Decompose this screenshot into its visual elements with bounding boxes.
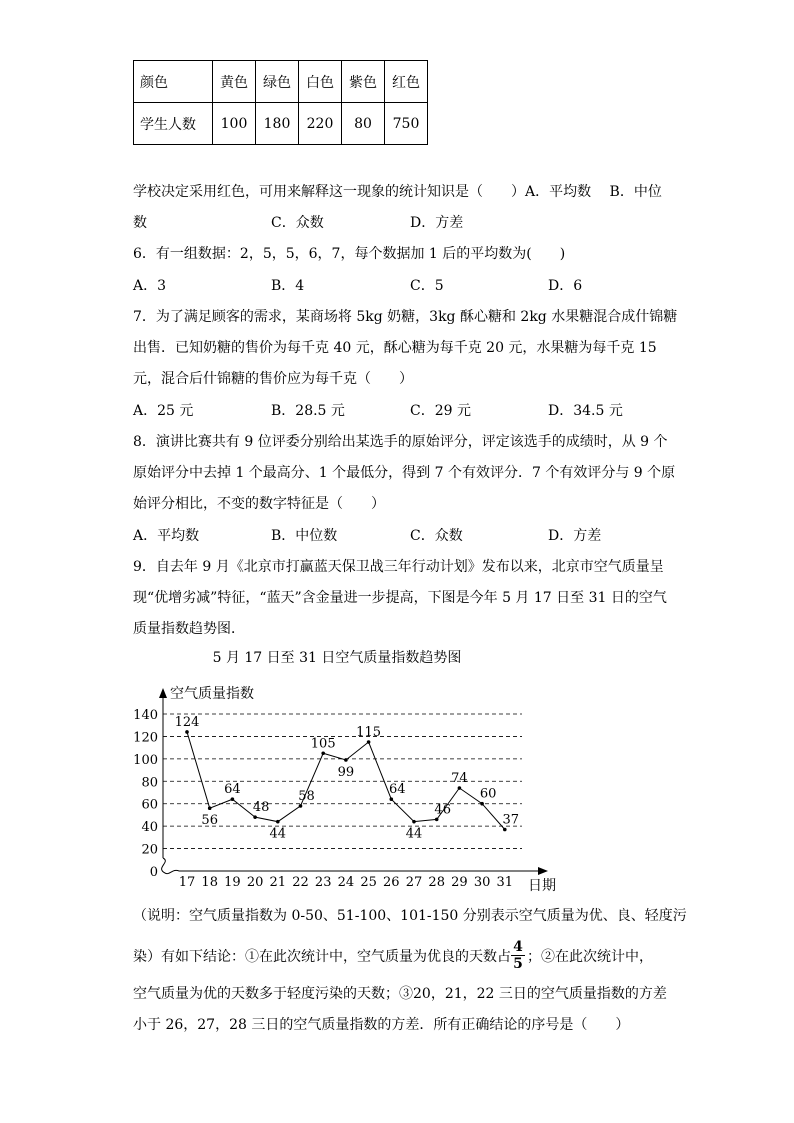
- data-label: 60: [479, 786, 497, 802]
- x-tick-label: 29: [451, 875, 468, 890]
- table-cell: 紫色: [342, 61, 385, 103]
- q9-note-line2b: ；②在此次统计中，: [527, 949, 653, 965]
- data-label: 64: [389, 782, 406, 798]
- x-tick-label: 23: [314, 875, 332, 890]
- data-point: [458, 786, 462, 790]
- table-cell: 220: [299, 103, 342, 145]
- data-label: 44: [405, 826, 423, 842]
- q7-option-b: B．28.5 元: [271, 403, 345, 419]
- y-tick-label: 20: [141, 842, 158, 858]
- data-point: [208, 806, 212, 810]
- data-label: 105: [310, 736, 336, 752]
- q8-option-d: D．方差: [548, 528, 602, 544]
- data-point: [480, 802, 484, 806]
- x-tick-label: 22: [292, 875, 309, 890]
- data-point: [390, 797, 394, 801]
- x-tick-label: 20: [246, 875, 264, 890]
- fraction-numerator: 4: [513, 939, 523, 955]
- table-cell: 白色: [299, 61, 342, 103]
- x-tick-label: 25: [360, 875, 377, 890]
- table-cell: 学生人数: [134, 103, 213, 145]
- data-point: [276, 820, 280, 824]
- q7-line2: 出售．已知奶糖的售价为每千克 40 元，酥心糖为每千克 20 元，水果糖为每千克 15: [133, 340, 657, 356]
- table-cell: 80: [342, 103, 385, 145]
- q5-option-c: C．众数: [271, 215, 324, 231]
- x-tick-label: 26: [383, 875, 400, 890]
- q7-option-d: D．34.5 元: [548, 403, 623, 419]
- x-axis-arrow: [538, 867, 548, 875]
- q8-option-c: C．众数: [410, 528, 463, 544]
- data-point: [253, 815, 257, 819]
- x-tick-label: 19: [224, 875, 241, 890]
- q7-option-c: C．29 元: [410, 403, 471, 419]
- q6-text: 6．有一组数据：2，5，5，6，7，每个数据加 1 后的平均数为( ): [133, 246, 566, 262]
- table-cell: 750: [385, 103, 428, 145]
- data-point: [231, 797, 235, 801]
- table-cell: 黄色: [213, 61, 256, 103]
- y-axis-arrow: [159, 688, 167, 698]
- q8-line3: 始评分相比，不变的数字特征是（ ）: [133, 496, 385, 512]
- data-point: [185, 730, 189, 734]
- q9-note-line4: 小于 26，27，28 三日的空气质量指数的方差．所有正确结论的序号是（ ）: [133, 1017, 630, 1033]
- q7-line3: 元，混合后什锦糖的售价应为每千克（ ）: [133, 371, 413, 387]
- q8-line2: 原始评分中去掉 1 个最高分、1 个最低分，得到 7 个有效评分．7 个有效评分与 9 个原: [133, 465, 676, 481]
- data-point: [299, 804, 303, 808]
- q9-note-line2a: 染）有如下结论：①在此次统计中，空气质量为优良的天数占: [133, 949, 511, 965]
- q6-option-a: A．3: [133, 278, 167, 294]
- q9-line3: 质量指数趋势图．: [133, 621, 245, 637]
- chart-title: 5 月 17 日至 31 日空气质量指数趋势图: [212, 650, 462, 666]
- data-label: 44: [269, 826, 287, 842]
- data-label: 115: [356, 725, 382, 741]
- q8-option-a: A．平均数: [133, 528, 200, 544]
- table-cell: 红色: [385, 61, 428, 103]
- data-label: 74: [451, 771, 468, 787]
- data-label: 124: [174, 714, 200, 730]
- q6-option-b: B．4: [271, 278, 305, 294]
- y-tick-label: 0: [149, 865, 158, 880]
- y-tick-label: 140: [133, 708, 158, 723]
- q9-line1: 9．自去年 9 月《北京市打赢蓝天保卫战三年行动计划》发布以来，北京市空气质量呈: [133, 559, 664, 575]
- q5-text-line2: 数: [133, 215, 147, 231]
- x-tick-label: 27: [405, 875, 423, 890]
- q6-option-c: C．5: [410, 278, 444, 294]
- table-cell: 100: [213, 103, 256, 145]
- data-point: [367, 740, 371, 744]
- data-label: 58: [298, 788, 315, 804]
- data-point: [503, 828, 507, 832]
- q7-option-a: A．25 元: [133, 403, 194, 419]
- data-label: 99: [337, 764, 355, 780]
- x-tick-label: 24: [337, 875, 355, 890]
- data-point: [344, 758, 348, 762]
- data-label: 56: [201, 813, 218, 829]
- x-tick-label: 31: [496, 875, 514, 890]
- y-axis-label: 空气质量指数: [170, 686, 254, 702]
- y-tick-label: 60: [141, 797, 158, 813]
- y-tick-label: 80: [141, 775, 158, 791]
- q7-line1: 7．为了满足顾客的需求，某商场将 5kg 奶糖，3kg 酥心糖和 2kg 水果糖混合成什锦糖: [133, 309, 678, 325]
- data-point: [435, 818, 439, 822]
- q9-line2: 现“优增劣减”特征，“蓝天”含金量进一步提高，下图是今年 5 月 17 日至 31 日的空气: [133, 590, 667, 606]
- x-tick-label: 28: [428, 875, 445, 890]
- table-cell: 颜色: [134, 61, 213, 103]
- x-tick-label: 18: [201, 875, 218, 890]
- fraction-four-fifths: [511, 940, 525, 971]
- q5-text-line1: 学校决定采用红色，可用来解释这一现象的统计知识是（ ）A．平均数 B．中位: [133, 184, 662, 200]
- q8-line1: 8．演讲比赛共有 9 位评委分别给出某选手的原始评分，评定该选手的成绩时，从 9 个: [133, 434, 668, 450]
- x-tick-label: 30: [473, 875, 491, 890]
- data-label: 48: [252, 800, 270, 816]
- y-tick-label: 120: [133, 730, 158, 746]
- axis-break-mark: [162, 858, 179, 874]
- q6-option-d: D．6: [548, 278, 583, 294]
- data-label: 37: [502, 812, 520, 828]
- data-point: [321, 751, 325, 755]
- table-cell: 绿色: [256, 61, 299, 103]
- y-tick-label: 100: [133, 752, 158, 768]
- q8-option-b: B．中位数: [271, 528, 338, 544]
- data-label: 64: [224, 782, 241, 798]
- data-point: [412, 820, 416, 824]
- x-tick-label: 21: [269, 875, 287, 890]
- x-tick-label: 17: [178, 875, 196, 890]
- q9-note-line3: 空气质量为优的天数多于轻度污染的天数；③20，21，22 三日的空气质量指数的方差: [133, 986, 667, 1002]
- table-cell: 180: [256, 103, 299, 145]
- q9-note-line1: （说明：空气质量指数为 0-50、51-100、101-150 分别表示空气质量为优、良、轻度污: [133, 908, 687, 924]
- x-axis-label: 日期: [528, 878, 556, 894]
- data-label: 46: [434, 802, 451, 818]
- q5-option-d: D．方差: [410, 215, 464, 231]
- y-tick-label: 40: [141, 820, 158, 836]
- fraction-denominator: 5: [513, 956, 523, 972]
